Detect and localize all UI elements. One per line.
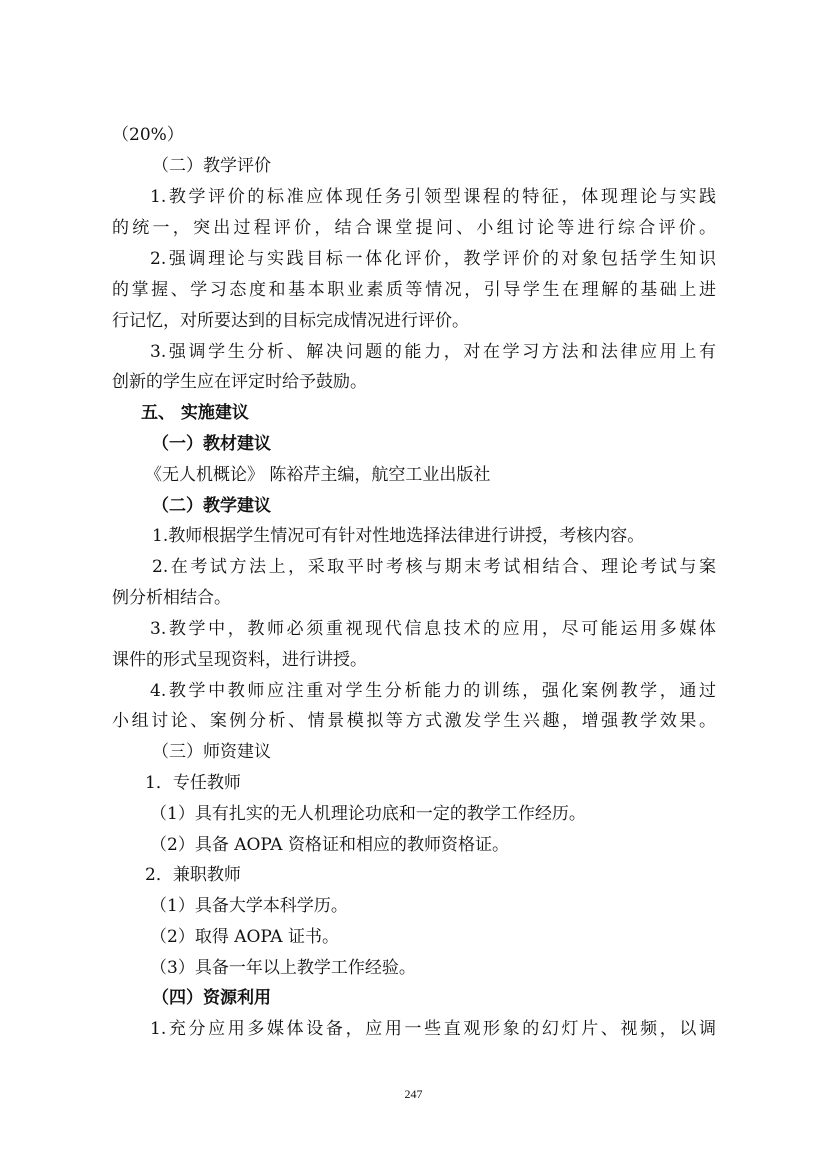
- text-line: 1.教学评价的标准应体现任务引领型课程的特征，体现理论与实践: [150, 187, 716, 207]
- text-line: （3）具备一年以上教学工作经验。: [150, 958, 416, 978]
- text-line: 创新的学生应在评定时给予鼓励。: [112, 372, 367, 392]
- section-heading: （二）教学建议: [152, 496, 271, 516]
- text-line: 《无人机概论》 陈裕芹主编，航空工业出版社: [145, 465, 491, 485]
- chapter-heading: 五、 实施建议: [141, 403, 249, 423]
- text-line: （20%）: [112, 125, 184, 145]
- section-heading: （二）教学评价: [152, 156, 271, 176]
- text-line: （2）取得 AOPA 证书。: [150, 927, 339, 947]
- text-line: （2）具备 AOPA 资格证和相应的教师资格证。: [150, 835, 509, 855]
- text-line: 3.教学中，教师必须重视现代信息技术的应用，尽可能运用多媒体: [150, 619, 716, 639]
- text-line: 小组讨论、案例分析、情景模拟等方式激发学生兴趣，增强教学效果。: [112, 711, 716, 731]
- section-heading: （三）师资建议: [152, 742, 271, 762]
- text-line: 2.强调理论与实践目标一体化评价，教学评价的对象包括学生知识: [150, 249, 716, 269]
- section-heading: （一）教材建议: [152, 434, 271, 454]
- text-line: 例分析相结合。: [112, 588, 231, 608]
- text-line: （1）具备大学本科学历。: [150, 896, 348, 916]
- text-line: 3.强调学生分析、解决问题的能力，对在学习方法和法律应用上有: [150, 342, 716, 362]
- text-line: 的掌握、学习态度和基本职业素质等情况，引导学生在理解的基础上进: [112, 280, 716, 300]
- text-line: 1.充分应用多媒体设备，应用一些直观形象的幻灯片、视频，以调: [150, 1019, 716, 1039]
- section-heading: （四）资源利用: [152, 988, 271, 1008]
- text-line: 的统一，突出过程评价，结合课堂提问、小组讨论等进行综合评价。: [112, 218, 716, 238]
- text-line: 2.在考试方法上，采取平时考核与期末考试相结合、理论考试与案: [152, 557, 716, 577]
- text-line: 行记忆，对所要达到的目标完成情况进行评价。: [112, 311, 469, 331]
- text-line: 1．专任教师: [145, 773, 241, 793]
- text-line: 1.教师根据学生情况可有针对性地选择法律进行讲授，考核内容。: [152, 526, 645, 546]
- text-line: 课件的形式呈现资料，进行讲授。: [112, 650, 367, 670]
- text-line: （1）具有扎实的无人机理论功底和一定的教学工作经历。: [150, 804, 586, 824]
- page-number: 247: [404, 1087, 423, 1101]
- text-line: 2．兼职教师: [145, 865, 241, 885]
- text-line: 4.教学中教师应注重对学生分析能力的训练，强化案例教学，通过: [150, 681, 716, 701]
